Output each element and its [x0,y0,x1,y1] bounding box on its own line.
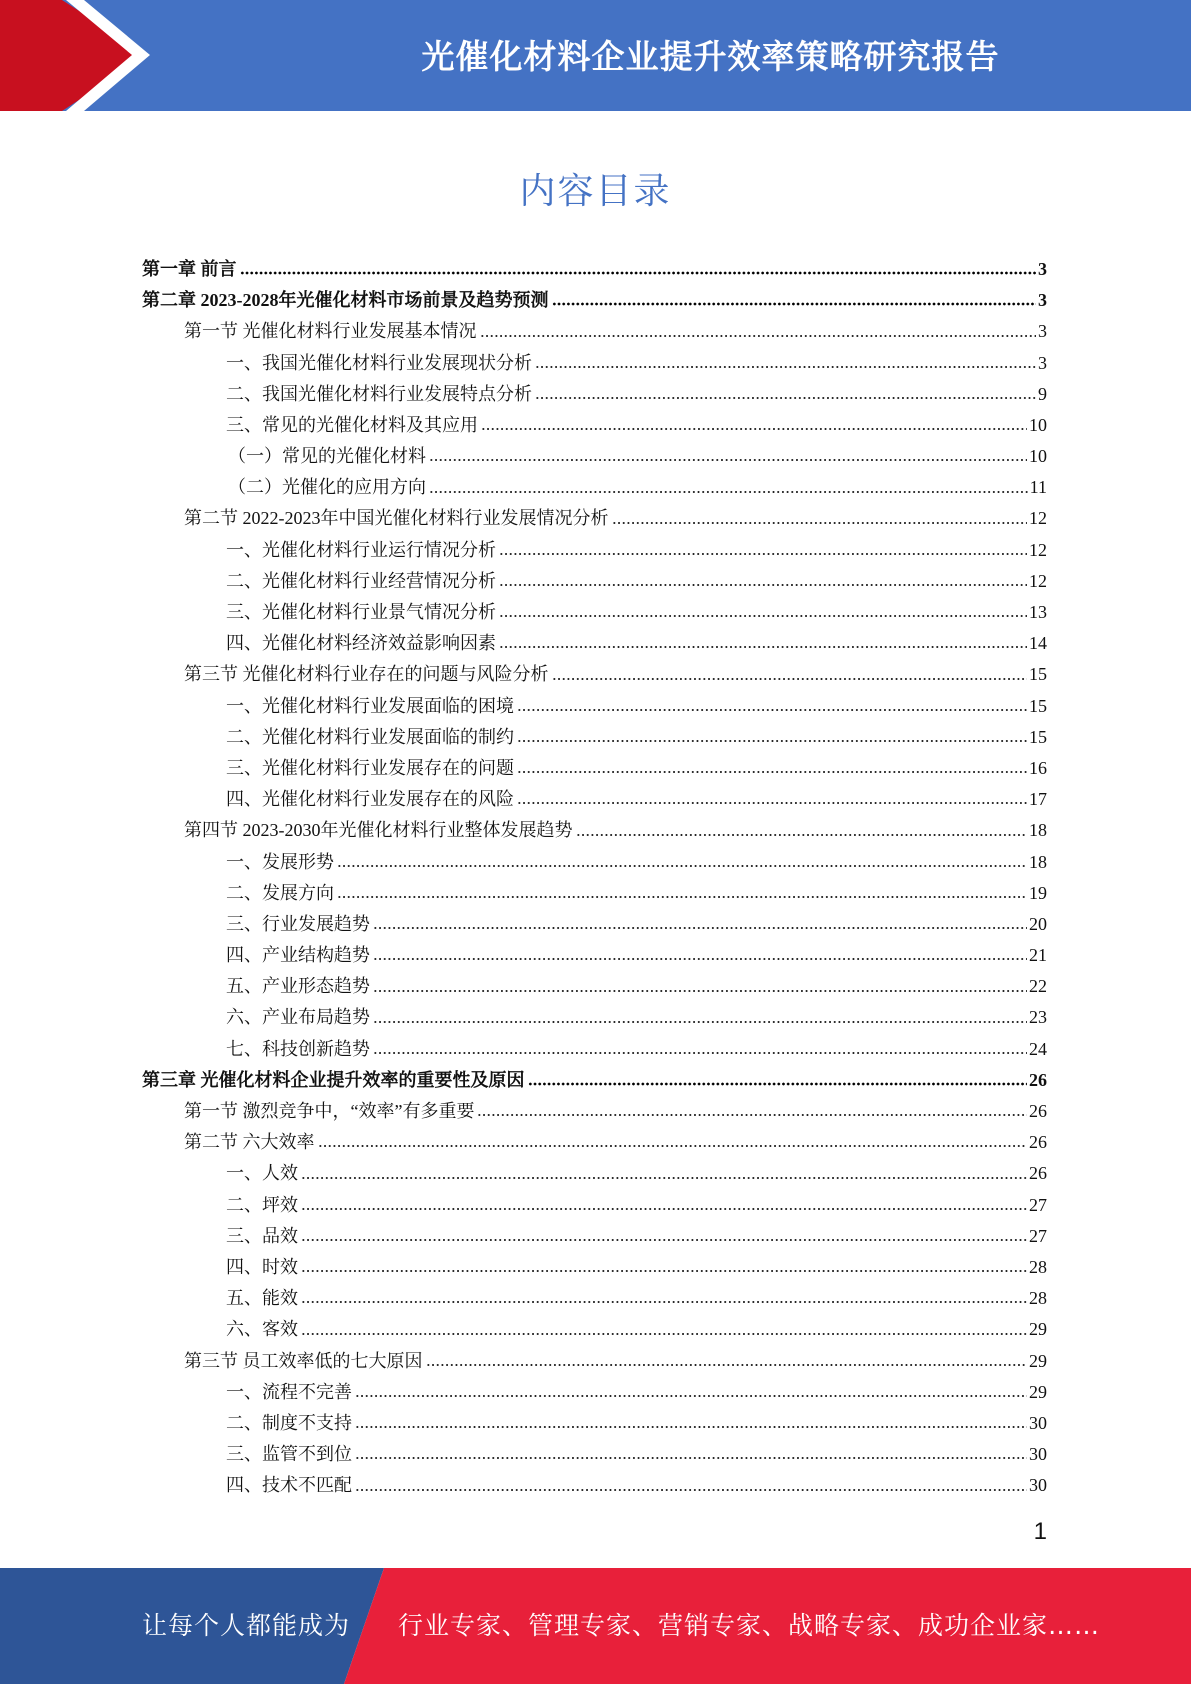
footer-slogan-left: 让每个人都能成为 [142,1611,351,1640]
toc-entry-title: 第一节 激烈竞争中，“效率”有多重要 [184,1101,475,1122]
toc-entry-title: 四、时效 [226,1256,298,1277]
toc-dot-leader [481,426,1027,432]
toc-entry[interactable] [142,971,1047,1002]
toc-entry-page: 26 [1029,1069,1047,1090]
toc-entry-title: 二、光催化材料行业经营情况分析 [226,570,496,591]
toc-dot-leader [499,551,1027,557]
toc-entry[interactable] [142,1283,1047,1314]
toc-entry[interactable] [142,1252,1047,1283]
toc-entry-title: 第二章 2023-2028年光催化材料市场前景及趋势预测 [142,290,549,311]
toc-entry[interactable] [142,566,1047,597]
toc-entry[interactable] [142,348,1047,379]
toc-entry-title: 第二节 2022-2023年中国光催化材料行业发展情况分析 [184,508,609,529]
toc-dot-leader [373,956,1027,962]
toc-dot-leader [355,1424,1027,1430]
toc-entry-title: 四、产业结构趋势 [226,945,370,966]
toc-entry-page: 15 [1029,664,1047,685]
toc-entry[interactable] [142,1408,1047,1439]
toc-entry-title: 三、光催化材料行业发展存在的问题 [226,757,514,778]
toc-entry[interactable] [142,410,1047,441]
toc-entry-page: 18 [1029,851,1047,872]
toc-dot-leader [301,1268,1027,1274]
toc-entry-title: 三、光催化材料行业景气情况分析 [226,602,496,623]
toc-entry-title: 二、光催化材料行业发展面临的制约 [226,726,514,747]
toc-entry-title: 四、光催化材料经济效益影响因素 [226,633,496,654]
toc-entry-page: 30 [1029,1444,1047,1465]
toc-entry[interactable] [142,254,1047,285]
toc-dot-leader [355,1455,1027,1461]
toc-entry-title: 三、常见的光催化材料及其应用 [226,414,478,435]
toc-entry-page: 3 [1038,258,1047,279]
toc-dot-leader [477,1112,1027,1118]
toc-entry[interactable] [142,1470,1047,1501]
toc-entry-title: 四、技术不匹配 [226,1475,352,1496]
toc-entry-title: 一、光催化材料行业运行情况分析 [226,539,496,560]
toc-entry-page: 21 [1029,945,1047,966]
toc-entry-page: 15 [1029,726,1047,747]
toc-dot-leader [301,1175,1027,1181]
toc-entry-page: 30 [1029,1412,1047,1433]
toc-entry-title: 五、产业形态趋势 [226,976,370,997]
toc-entry-title: （二）光催化的应用方向 [228,477,426,498]
toc-entry-page: 12 [1029,508,1047,529]
toc-entry-page: 16 [1029,757,1047,778]
toc-entry-page: 3 [1038,321,1047,342]
toc-entry-title: 第三章 光催化材料企业提升效率的重要性及原因 [142,1069,525,1090]
toc-dot-leader [552,676,1028,682]
toc-entry[interactable] [142,1190,1047,1221]
page-number: 1 [1033,1518,1047,1545]
toc-dot-leader [499,644,1027,650]
toc-entry-page: 26 [1029,1132,1047,1153]
toc-entry[interactable] [142,1096,1047,1127]
toc-entry[interactable] [142,722,1047,753]
toc-entry[interactable] [142,1127,1047,1158]
footer-slogan-right: 行业专家、管理专家、营销专家、战略专家、成功企业家…… [398,1611,1101,1640]
toc-entry-page: 10 [1029,414,1047,435]
toc-entry-title: 一、发展形势 [226,851,334,872]
toc-entry-page: 13 [1029,602,1047,623]
toc-entry-page: 30 [1029,1475,1047,1496]
toc-entry-page: 23 [1029,1007,1047,1028]
toc-entry-title: （一）常见的光催化材料 [228,446,426,467]
toc-entry-title: 第一节 光催化材料行业发展基本情况 [184,321,477,342]
toc-entry-title: 三、行业发展趋势 [226,913,370,934]
toc-entry[interactable] [142,441,1047,472]
header-banner [0,0,1191,111]
footer-banner [0,1568,1191,1684]
toc-entry-title: 第四节 2023-2030年光催化材料行业整体发展趋势 [184,820,573,841]
toc-entry-page: 26 [1029,1163,1047,1184]
toc-entry[interactable] [142,1346,1047,1377]
toc-dot-leader [301,1331,1027,1337]
toc-dot-leader [517,707,1027,713]
toc-entry-page: 11 [1029,477,1047,498]
toc-dot-leader [301,1206,1027,1212]
toc-entry[interactable] [142,472,1047,503]
toc-entry-page: 29 [1029,1350,1047,1371]
toc-entry[interactable] [142,909,1047,940]
toc-entry-title: 六、客效 [226,1319,298,1340]
toc-entry[interactable] [142,1065,1047,1096]
toc-entry-title: 一、我国光催化材料行业发展现状分析 [226,352,532,373]
toc-entry-title: 二、坪效 [226,1194,298,1215]
toc-dot-leader [373,925,1027,931]
toc-dot-leader [355,1487,1027,1493]
toc-entry-title: 二、制度不支持 [226,1412,352,1433]
toc-dot-leader [517,738,1027,744]
table-of-contents [142,254,1047,1502]
toc-entry-page: 29 [1029,1381,1047,1402]
toc-entry[interactable] [142,847,1047,878]
toc-entry-title: 六、产业布局趋势 [226,1007,370,1028]
toc-dot-leader [240,270,1037,276]
toc-entry[interactable] [142,659,1047,690]
toc-entry-page: 9 [1038,383,1047,404]
toc-entry[interactable] [142,1003,1047,1034]
toc-dot-leader [480,333,1037,339]
toc-entry-title: 一、人效 [226,1163,298,1184]
toc-entry-title: 一、光催化材料行业发展面临的困境 [226,695,514,716]
toc-dot-leader [517,800,1027,806]
toc-entry-page: 20 [1029,913,1047,934]
toc-entry[interactable] [142,535,1047,566]
toc-entry-page: 3 [1038,352,1047,373]
report-title: 光催化材料企业提升效率策略研究报告 [421,36,1000,76]
toc-entry[interactable] [142,1439,1047,1470]
toc-dot-leader [426,1362,1028,1368]
toc-entry[interactable] [142,316,1047,347]
toc-dot-leader [535,395,1036,401]
toc-entry[interactable] [142,597,1047,628]
toc-dot-leader [517,769,1027,775]
toc-entry[interactable] [142,285,1047,316]
toc-dot-leader [429,489,1028,495]
toc-dot-leader [499,582,1027,588]
toc-entry[interactable] [142,753,1047,784]
toc-entry-title: 七、科技创新趋势 [226,1038,370,1059]
toc-dot-leader [337,863,1027,869]
toc-entry[interactable] [142,379,1047,410]
toc-entry-title: 三、品效 [226,1225,298,1246]
toc-entry-page: 15 [1029,695,1047,716]
toc-dot-leader [301,1299,1027,1305]
toc-entry-title: 第二节 六大效率 [184,1132,315,1153]
toc-entry[interactable] [142,815,1047,846]
toc-entry-page: 28 [1029,1288,1047,1309]
toc-entry-page: 22 [1029,976,1047,997]
toc-dot-leader [373,988,1027,994]
toc-entry-title: 二、发展方向 [226,882,334,903]
toc-entry-title: 四、光催化材料行业发展存在的风险 [226,789,514,810]
toc-entry[interactable] [142,628,1047,659]
toc-entry-title: 三、监管不到位 [226,1444,352,1465]
toc-entry[interactable] [142,1158,1047,1189]
toc-entry-title: 第三节 员工效率低的七大原因 [184,1350,423,1371]
toc-entry-title: 五、能效 [226,1288,298,1309]
toc-dot-leader [373,1050,1027,1056]
toc-heading: 内容目录 [519,171,672,212]
toc-dot-leader [535,364,1036,370]
toc-entry-title: 二、我国光催化材料行业发展特点分析 [226,383,532,404]
toc-entry[interactable] [142,691,1047,722]
toc-entry-page: 10 [1029,446,1047,467]
toc-dot-leader [301,1237,1027,1243]
toc-dot-leader [318,1143,1028,1149]
toc-entry[interactable] [142,878,1047,909]
toc-entry[interactable] [142,504,1047,535]
toc-entry-page: 29 [1029,1319,1047,1340]
toc-entry-page: 26 [1029,1101,1047,1122]
toc-dot-leader [355,1393,1027,1399]
toc-dot-leader [552,301,1037,307]
toc-entry-title: 第三节 光催化材料行业存在的问题与风险分析 [184,664,549,685]
toc-entry[interactable] [142,784,1047,815]
toc-dot-leader [429,457,1027,463]
toc-entry[interactable] [142,1377,1047,1408]
toc-entry-page: 24 [1029,1038,1047,1059]
toc-entry[interactable] [142,940,1047,971]
toc-entry-title: 一、流程不完善 [226,1381,352,1402]
toc-dot-leader [612,520,1028,526]
toc-entry-page: 27 [1029,1194,1047,1215]
toc-entry-page: 12 [1029,570,1047,591]
toc-entry-page: 19 [1029,882,1047,903]
toc-dot-leader [528,1081,1028,1087]
toc-entry[interactable] [142,1034,1047,1065]
toc-entry-page: 17 [1029,789,1047,810]
toc-entry-title: 第一章 前言 [142,258,237,279]
toc-entry-page: 14 [1029,633,1047,654]
toc-entry-page: 12 [1029,539,1047,560]
toc-entry-page: 18 [1029,820,1047,841]
toc-dot-leader [337,894,1027,900]
toc-entry-page: 27 [1029,1225,1047,1246]
toc-entry[interactable] [142,1314,1047,1345]
toc-dot-leader [499,613,1027,619]
toc-entry[interactable] [142,1221,1047,1252]
toc-dot-leader [373,1019,1027,1025]
toc-entry-page: 28 [1029,1256,1047,1277]
toc-dot-leader [576,832,1028,838]
toc-entry-page: 3 [1038,290,1047,311]
